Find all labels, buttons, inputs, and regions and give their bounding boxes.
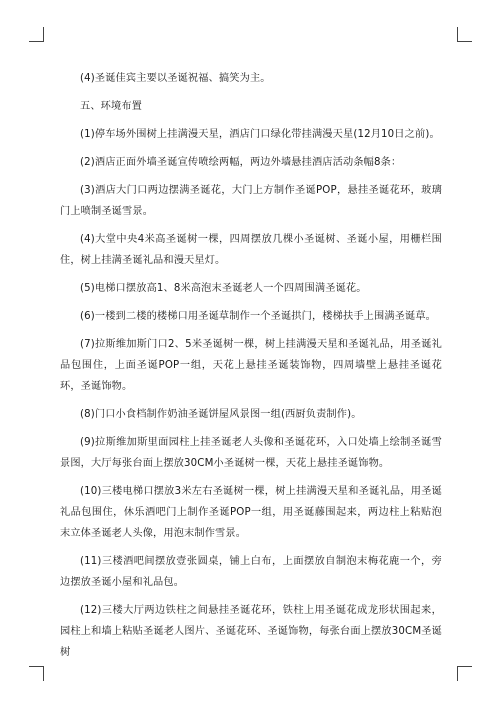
paragraph-item-4: (4)大堂中央4米高圣诞树一棵，四周摆放几棵小圣诞树、圣诞小屋，用栅栏围住，树上挂满圣诞礼品和漫天星灯。: [60, 234, 442, 266]
crop-mark-bottom-right: [457, 666, 472, 681]
paragraph-item-5: (5)电梯口摆放高1、8米高泡末圣诞老人一个四周围满圣诞花。: [80, 283, 367, 294]
paragraph-item-11: (11)三楼酒吧间摆放壹张圆桌，铺上白布，上面摆放自制泡末梅花鹿一个，旁边摆放圣诞小屋和礼品包。: [60, 556, 442, 588]
crop-mark-bottom-left: [29, 666, 44, 681]
section-heading-environment: 五、环境布置: [80, 101, 143, 112]
paragraph-item-2: (2)酒店正面外墙圣诞宣传喷绘两幅，两边外墙悬挂酒店活动条幅8条：: [80, 157, 402, 168]
paragraph-item-7: (7)拉斯维加斯门口2、5米圣诞树一棵，树上挂满漫天星和圣诞礼品，用圣诞礼品包围住，上面圣诞POP一组，天花上悬挂圣诞装饰物，四周墙壁上悬挂圣诞花环，圣诞饰物。: [60, 339, 442, 392]
crop-mark-top-left: [29, 27, 44, 42]
paragraph-item-9: (9)拉斯维加斯里面园柱上挂圣诞老人头像和圣诞花环，入口处墙上绘制圣诞雪景图，大厅每张台面上摆放30CM小圣诞树一棵，天花上悬挂圣诞饰物。: [60, 437, 442, 469]
paragraph-item-1: (1)停车场外围树上挂满漫天星，酒店门口绿化带挂满漫天星(12月10日之前)。: [80, 129, 440, 140]
paragraph-item-12: (12)三楼大厅两边铁柱之间悬挂圣诞花环，铁柱上用圣诞花成龙形状围起来，园柱上和墙上粘贴圣诞老人图片、圣诞花环、圣诞饰物，每张台面上摆放30CM圣诞树: [60, 605, 442, 658]
crop-mark-top-right: [457, 27, 472, 42]
paragraph-item-3: (3)酒店大门口两边摆满圣诞花，大门上方制作圣诞POP，悬挂圣诞花环，玻璃门上喷制圣诞雪景。: [60, 185, 442, 217]
paragraph-item-8: (8)门口小食档制作奶油圣诞饼屋风景图一组(西厨负责制作)。: [80, 409, 362, 420]
paragraph-item-6: (6)一楼到二楼的楼梯口用圣诞草制作一个圣诞拱门，楼梯扶手上围满圣诞草。: [80, 311, 437, 322]
paragraph-guest-note: (4)圣诞佳宾主要以圣诞祝福、搞笑为主。: [80, 73, 271, 84]
document-body: [60, 68, 442, 670]
paragraph-item-10: (10)三楼电梯口摆放3米左右圣诞树一棵，树上挂满漫天星和圣诞礼品，用圣诞礼品包围住，休乐酒吧门上制作圣诞POP一组，用圣诞藤围起来，两边柱上粘贴泡末立体圣诞老人头像，用泡末制作雪景。: [60, 486, 442, 539]
